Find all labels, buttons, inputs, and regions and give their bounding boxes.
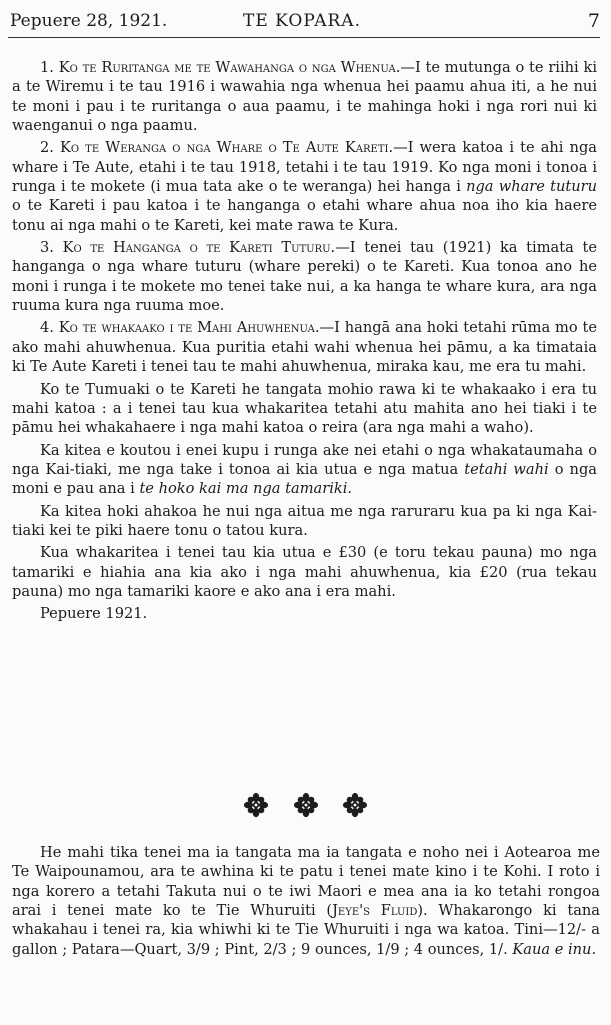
header-rule xyxy=(8,37,600,38)
advertisement-text xyxy=(12,843,600,959)
advertisement-body: He mahi tika tenei ma ia tangata ma ia tangata e noho nei i Aotearoa me Te Waipounamou, ara te awhina ki te patu i tenei mate kino i te Kohi. I roto i nga korero a tetahi Takuta nui o te iwi Maori e mea ana ia ko tetahi rongoa arai i tenei mate ko te Tie Whuruiti ( xyxy=(12,844,600,920)
section-2-text-end: o te Kareti i pau katoa i te hanganga o etahi whare ahua noa iho kia haere tonu ai nga mahi o te Kareti, kei mate rawa te Kura. xyxy=(12,197,597,234)
section-2-heading: 2. Ko te Weranga o nga Whare o Te Aute Kareti. xyxy=(40,139,394,157)
fleuron-icon xyxy=(243,792,269,818)
paragraph-fees: Kua whakaritea i tenei tau kia utua e £30 (e toru tekau pauna) mo nga tamariki e hiahia ana kia ako i nga mahi ahuwhenua, kia £20 (rua tekau pauna) mo nga tamariki kaore e ako ana i era mahi. xyxy=(12,544,597,600)
paragraph-burdens-italic-2: te hoko kai ma nga tamariki. xyxy=(139,480,353,498)
paragraph-principal: Ko te Tumuaki o te Kareti he tangata mohio rawa ki te whakaako i era tu mahi katoa : a i tenei tau kua whakaritea tetahi atu mahita ano hei tiaki i te pāmu hei whakahaere i nga mahi katoa o reira (ara nga mahi a waho). xyxy=(12,380,597,437)
section-4-heading: 4. Ko te whakaako i te Mahi Ahuwhenua. xyxy=(40,319,320,337)
advertisement-warning: Kaua e inu. xyxy=(512,940,597,958)
fleuron-icon xyxy=(342,792,368,818)
section-1-heading: 1. Ko te Ruritanga me te Wawahanga o nga Whenua. xyxy=(40,59,401,76)
issue-date: Pepuere 28, 1921. xyxy=(10,11,168,31)
paragraph-progress: Ka kitea hoki ahakoa he nui nga aitua me nga raruraru kua pa ki nga Kai-tiaki kei te piki haere tonu o tatou kura. xyxy=(12,502,597,539)
section-3-text: —I tenei tau (1921) ka timata te hanganga o nga whare tuturu (whare pereki) o te Kareti. Kua tonoa ano he moni i runga i te mokete mo tenei take nui, a ka hanga te whare kura, ara nga ruuma kura nga ruuma moe. xyxy=(12,239,597,315)
paragraph-burdens-italic-1: tetahi wahi xyxy=(464,460,549,478)
section-2 xyxy=(12,138,597,235)
paragraph-burdens xyxy=(12,441,597,499)
ornament-row xyxy=(243,790,368,820)
section-1-text: —I te mutunga o te riihi ki a te Wiremu i te tau 1916 i wawahia nga whenua hei paamu ahua iti, a he nui te moni i pau i te ruritanga o aua paamu, i te mahinga hoki i nga rori nui ki waenganui o nga paamu. xyxy=(12,59,597,135)
section-4 xyxy=(12,318,597,376)
page-header xyxy=(10,6,600,36)
page-number: 7 xyxy=(587,10,600,32)
advertisement-brand: Jeye's Fluid xyxy=(332,902,418,920)
section-4-text: —I hangā ana hoki tetahi rūma mo te ako mahi ahuwhenua. Kua puritia etahi wahi whenua hei pāmu, a ka timataia ki Te Aute Kareti i tenei tau te mahi ahuwhenua, miraka kau, me era tu mahi. xyxy=(12,319,597,376)
fleuron-icon xyxy=(293,792,319,818)
section-1 xyxy=(12,58,597,135)
publication-title: TE KOPARA. xyxy=(243,11,361,31)
advertisement xyxy=(12,843,600,959)
dateline: Pepuere 1921. xyxy=(40,605,148,623)
section-3-heading: 3. Ko te Hanganga o te Kareti Tuturu. xyxy=(40,239,336,257)
section-2-text: —I wera katoa i te ahi nga whare i Te Aute, etahi i te tau 1918, tetahi i te tau 1919. Ko nga moni i tonoa i runga i te mokete (i mua tata ake o te weranga) hei hanga i xyxy=(12,139,597,196)
advertisement-prices: ). Whakarongo ki tana whakahau i tenei ra, kia whiwhi ki te Tie Whuruiti i nga wa katoa. Tini—12/- a gallon ; Patara—Quart, 3/9 ; Pint, 2/3 ; 9 ounces, 1/9 ; 4 ounces, 1/. xyxy=(12,902,600,958)
section-3 xyxy=(12,238,597,315)
section-2-italic: nga whare tuturu xyxy=(466,178,597,196)
paragraph-burdens-middle: o nga moni e pau ana i xyxy=(12,460,597,498)
article-body xyxy=(12,58,597,627)
paragraph-burdens-text: Ka kitea e koutou i enei kupu i runga ake nei etahi o nga whakataumaha o nga Kai-tiaki, me nga take i tonoa ai kia utua e nga matua xyxy=(12,441,597,478)
